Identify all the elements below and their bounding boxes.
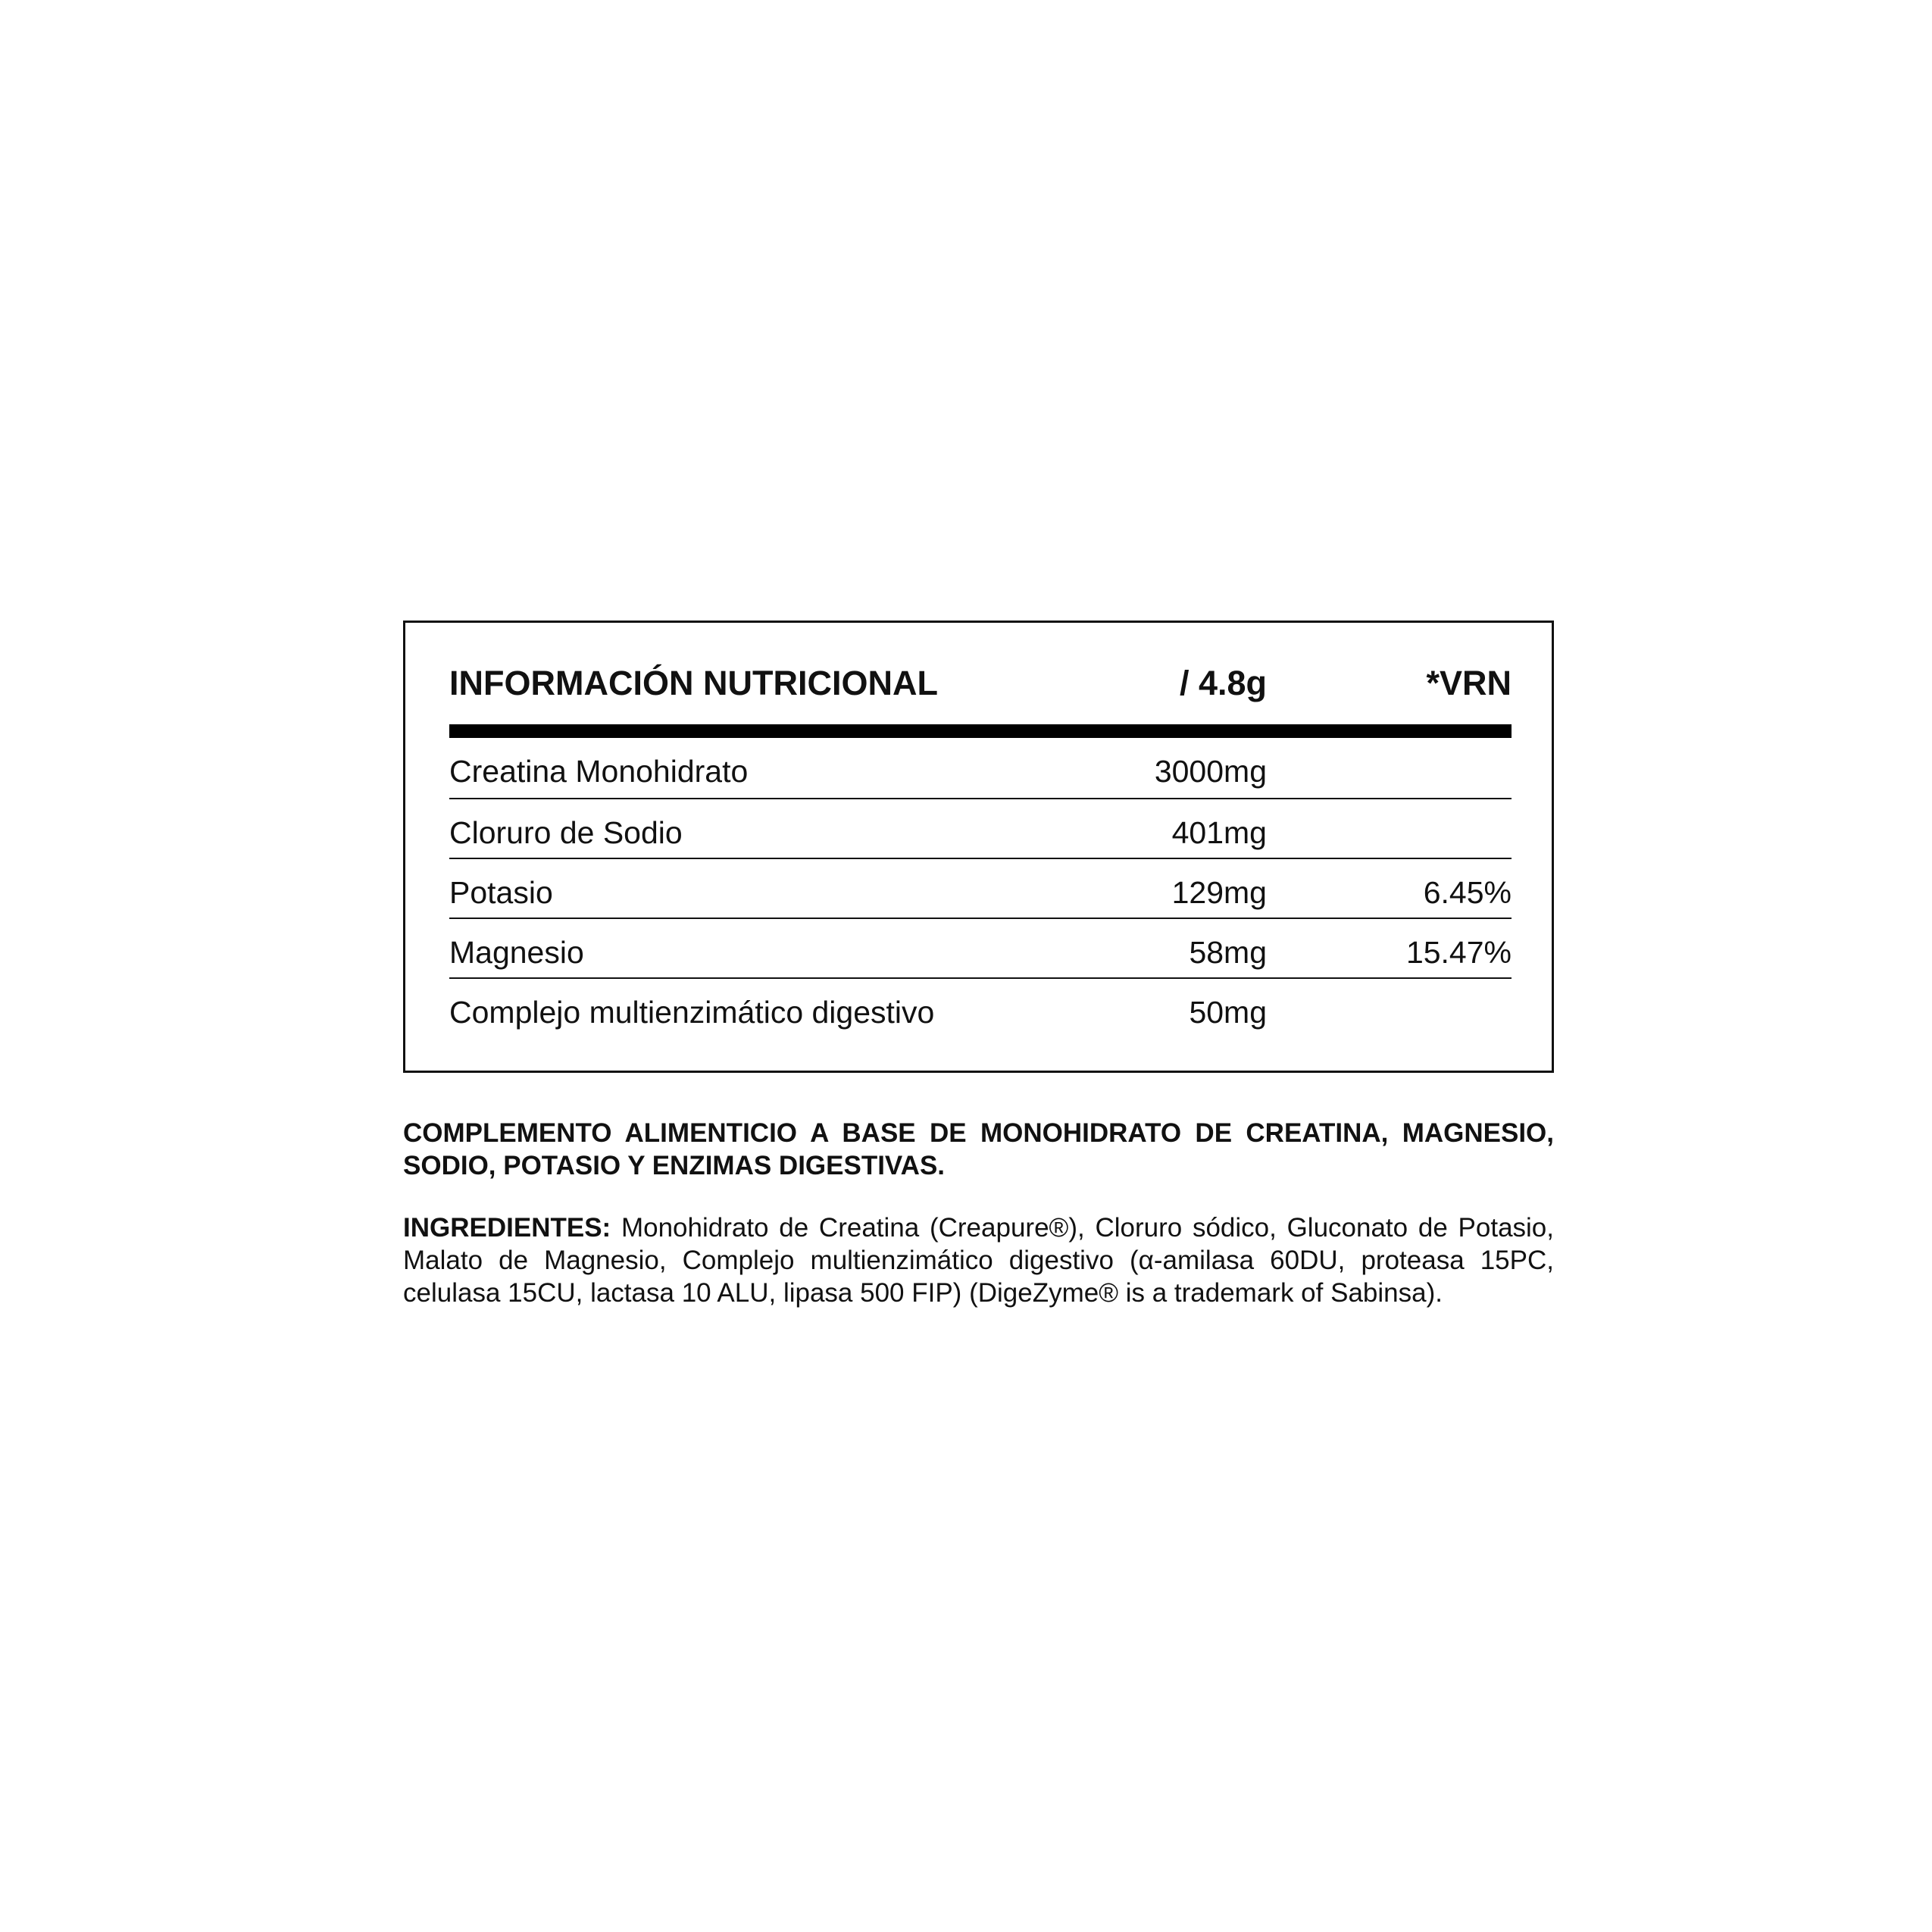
table-row — [449, 918, 1512, 977]
table-row — [449, 977, 1512, 1037]
nutrient-amount: 58mg — [1189, 935, 1267, 970]
table-row — [449, 738, 1512, 798]
table-title: INFORMACIÓN NUTRICIONAL — [449, 664, 938, 702]
header-divider — [449, 724, 1512, 738]
table-row — [449, 798, 1512, 858]
nutrient-amount: 3000mg — [1154, 754, 1267, 789]
nutrient-name: Creatina Monohidrato — [449, 754, 749, 789]
table-row — [449, 858, 1512, 918]
ingredients-text: Monohidrato de Creatina (Creapure®), Cloruro sódico, Gluconato de Potasio, Malato de Magnesio, Complejo multienzimático digestivo (α-amilasa 60DU, proteasa 15PC, celulasa 15CU, lactasa 10 ALU, lipasa 500 FIP) (DigeZyme® is a trademark of Sabinsa). — [403, 1213, 1554, 1308]
nutrition-table — [403, 621, 1554, 1073]
nutrition-rows — [449, 738, 1512, 1037]
vrn-heading: *VRN — [1426, 664, 1512, 702]
nutrient-name: Potasio — [449, 875, 553, 910]
ingredients-label: INGREDIENTES: — [403, 1213, 611, 1243]
nutrient-amount: 50mg — [1189, 995, 1267, 1030]
product-description: COMPLEMENTO ALIMENTICIO A BASE DE MONOHIDRATO DE CREATINA, MAGNESIO, SODIO, POTASIO Y ENZIMAS DIGESTIVAS. — [403, 1118, 1554, 1180]
ingredients-block — [403, 1211, 1554, 1309]
serving-size-heading: / 4.8g — [1179, 664, 1267, 702]
nutrient-vrn: 15.47% — [1405, 935, 1512, 970]
nutrient-amount: 129mg — [1171, 875, 1267, 910]
nutrient-name: Cloruro de Sodio — [449, 815, 683, 850]
nutrition-table-header — [449, 650, 1512, 711]
nutrient-vrn: 6.45% — [1423, 875, 1512, 910]
nutrient-name: Magnesio — [449, 935, 584, 970]
nutrient-amount: 401mg — [1171, 815, 1267, 850]
nutrient-name: Complejo multienzimático digestivo — [449, 995, 935, 1030]
